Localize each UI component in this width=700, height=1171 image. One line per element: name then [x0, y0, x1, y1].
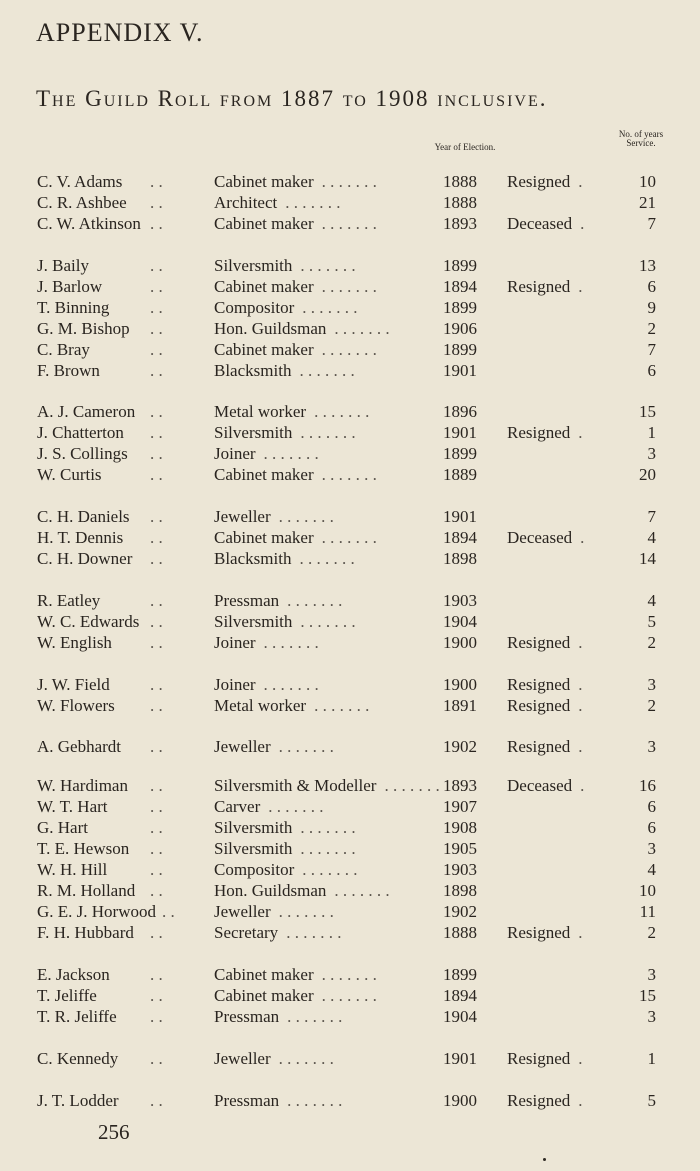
leader-dots: . .	[150, 1049, 163, 1068]
member-name: C. Kennedy	[37, 1049, 119, 1068]
member-name: W. Flowers	[37, 696, 115, 715]
member-name: W. T. Hart	[37, 797, 108, 816]
years-of-service: 4	[647, 860, 656, 879]
leader-dots: . .	[150, 839, 163, 858]
member-status: Resigned	[507, 633, 571, 652]
years-of-service: 7	[647, 214, 656, 233]
member-status: Resigned	[507, 923, 571, 942]
leader-dots: .	[578, 277, 583, 296]
leader-dots: .	[578, 423, 583, 442]
years-of-service: 21	[639, 193, 656, 212]
member-name: A. J. Cameron	[37, 402, 136, 421]
election-year: 1900	[443, 1091, 477, 1110]
leader-dots: . . . . . . .	[321, 465, 377, 484]
years-of-service: 3	[647, 839, 656, 858]
leader-dots: . .	[150, 465, 163, 484]
election-year: 1893	[443, 214, 477, 233]
leader-dots: . . . . . . .	[321, 340, 377, 359]
election-year: 1888	[443, 193, 477, 212]
years-of-service: 10	[639, 172, 656, 191]
election-year: 1904	[443, 612, 477, 631]
years-service-header: No. of years Service.	[618, 129, 664, 148]
years-of-service: 6	[647, 818, 656, 837]
election-year: 1901	[443, 507, 477, 526]
leader-dots: . .	[150, 402, 163, 421]
leader-dots: . .	[150, 172, 163, 191]
member-name: A. Gebhardt	[37, 737, 122, 756]
leader-dots: . .	[150, 1091, 163, 1110]
guild-roll-heading: The Guild Roll from 1887 to 1908 inclusive.	[36, 86, 548, 111]
member-trade: Silversmith	[214, 839, 293, 858]
member-trade: Cabinet maker	[214, 340, 314, 359]
member-name: J. Baily	[37, 256, 89, 275]
leader-dots: . .	[150, 776, 163, 795]
years-of-service: 2	[647, 633, 656, 652]
leader-dots: . . . . . . .	[286, 923, 342, 942]
member-name: T. Jeliffe	[37, 986, 97, 1005]
years-of-service: 7	[647, 507, 656, 526]
member-trade: Silversmith	[214, 256, 293, 275]
member-name: G. Hart	[37, 818, 88, 837]
table-row	[0, 256, 700, 276]
leader-dots: . .	[150, 675, 163, 694]
leader-dots: . . . . . . .	[278, 737, 334, 756]
table-row	[0, 675, 700, 695]
table-row	[0, 1007, 700, 1027]
leader-dots: . . . . . . .	[321, 277, 377, 296]
leader-dots: . . . . . . .	[263, 633, 319, 652]
leader-dots: .	[578, 737, 583, 756]
years-of-service: 3	[647, 1007, 656, 1026]
election-year: 1899	[443, 965, 477, 984]
member-trade: Cabinet maker	[214, 277, 314, 296]
leader-dots: . .	[150, 361, 163, 380]
years-of-service: 7	[647, 340, 656, 359]
election-year: 1896	[443, 402, 477, 421]
years-of-service: 14	[639, 549, 656, 568]
member-trade: Cabinet maker	[214, 465, 314, 484]
years-of-service: 11	[639, 902, 656, 921]
member-name: C. Bray	[37, 340, 90, 359]
leader-dots: .	[578, 675, 583, 694]
table-row	[0, 1049, 700, 1069]
member-trade: Cabinet maker	[214, 172, 314, 191]
member-trade: Joiner	[214, 675, 256, 694]
member-trade: Jeweller	[214, 1049, 271, 1068]
table-row	[0, 902, 700, 922]
table-row	[0, 737, 700, 757]
leader-dots: .	[578, 1091, 583, 1110]
member-name: T. Binning	[37, 298, 110, 317]
member-trade: Cabinet maker	[214, 965, 314, 984]
member-trade: Pressman	[214, 1091, 280, 1110]
election-year: 1898	[443, 881, 477, 900]
leader-dots: . . . . . . .	[334, 881, 390, 900]
table-row	[0, 277, 700, 297]
member-trade: Jeweller	[214, 737, 271, 756]
years-of-service: 3	[647, 965, 656, 984]
leader-dots: . .	[150, 298, 163, 317]
table-row	[0, 986, 700, 1006]
leader-dots: . .	[150, 737, 163, 756]
member-name: J. T. Lodder	[37, 1091, 119, 1110]
years-of-service: 9	[647, 298, 656, 317]
election-year: 1903	[443, 591, 477, 610]
table-row	[0, 612, 700, 632]
table-row	[0, 298, 700, 318]
table-row	[0, 444, 700, 464]
member-status: Resigned	[507, 1049, 571, 1068]
leader-dots: . . . . . . .	[263, 444, 319, 463]
election-year: 1899	[443, 298, 477, 317]
leader-dots: . .	[150, 612, 163, 631]
table-row	[0, 839, 700, 859]
election-year: 1899	[443, 256, 477, 275]
member-trade: Hon. Guildsman	[214, 319, 327, 338]
table-row	[0, 1091, 700, 1111]
leader-dots: .	[580, 776, 585, 795]
table-row	[0, 402, 700, 422]
member-status: Resigned	[507, 696, 571, 715]
member-name: W. Hardiman	[37, 776, 128, 795]
member-name: C. W. Atkinson	[37, 214, 141, 233]
leader-dots: . .	[150, 923, 163, 942]
table-row	[0, 465, 700, 485]
leader-dots: . . . . . . .	[334, 319, 390, 338]
member-trade: Joiner	[214, 444, 256, 463]
member-trade: Jeweller	[214, 507, 271, 526]
leader-dots: . . . . . . .	[278, 1049, 334, 1068]
years-of-service: 6	[647, 277, 656, 296]
member-status: Resigned	[507, 675, 571, 694]
table-row	[0, 923, 700, 943]
election-year: 1904	[443, 1007, 477, 1026]
table-row	[0, 340, 700, 360]
leader-dots: . .	[150, 633, 163, 652]
leader-dots: . . . . . . .	[300, 423, 356, 442]
member-name: W. Curtis	[37, 465, 102, 484]
member-name: W. English	[37, 633, 112, 652]
page-number: 256	[98, 1120, 130, 1144]
leader-dots: . .	[150, 319, 163, 338]
member-name: J. Barlow	[37, 277, 103, 296]
member-trade: Silversmith & Modeller	[214, 776, 377, 795]
leader-dots: . . . . . . .	[300, 839, 356, 858]
member-status: Resigned	[507, 737, 571, 756]
table-row	[0, 361, 700, 381]
table-row	[0, 965, 700, 985]
member-trade: Cabinet maker	[214, 528, 314, 547]
appendix-title: APPENDIX V.	[36, 18, 204, 47]
member-status: Resigned	[507, 1091, 571, 1110]
election-year: 1906	[443, 319, 477, 338]
leader-dots: . . . . . . .	[299, 549, 355, 568]
leader-dots: . . . . . . .	[285, 193, 341, 212]
leader-dots: .	[578, 923, 583, 942]
election-year: 1889	[443, 465, 477, 484]
member-name: W. H. Hill	[37, 860, 108, 879]
years-of-service: 6	[647, 361, 656, 380]
member-trade: Silversmith	[214, 818, 293, 837]
table-row	[0, 507, 700, 527]
member-status: Resigned	[507, 172, 571, 191]
years-of-service: 4	[647, 528, 656, 547]
leader-dots: .	[580, 528, 585, 547]
member-name: H. T. Dennis	[37, 528, 124, 547]
member-status: Resigned	[507, 277, 571, 296]
leader-dots: . . . . . . .	[302, 860, 358, 879]
election-year: 1907	[443, 797, 477, 816]
member-trade: Carver	[214, 797, 261, 816]
ink-speck	[543, 1158, 546, 1161]
years-of-service: 15	[639, 402, 656, 421]
leader-dots: .	[580, 214, 585, 233]
member-trade: Compositor	[214, 298, 295, 317]
member-trade: Metal worker	[214, 696, 307, 715]
leader-dots: . .	[150, 193, 163, 212]
table-row	[0, 214, 700, 234]
election-year: 1893	[443, 776, 477, 795]
table-row	[0, 696, 700, 716]
table-row	[0, 860, 700, 880]
leader-dots: . . . . . . .	[314, 402, 370, 421]
table-row	[0, 797, 700, 817]
table-row	[0, 423, 700, 443]
leader-dots: . . . . . . .	[278, 902, 334, 921]
election-year: 1899	[443, 340, 477, 359]
leader-dots: .	[578, 696, 583, 715]
leader-dots: . . . . . . .	[321, 528, 377, 547]
years-of-service: 3	[647, 444, 656, 463]
years-of-service: 6	[647, 797, 656, 816]
election-year: 1900	[443, 633, 477, 652]
member-trade: Hon. Guildsman	[214, 881, 327, 900]
leader-dots: . .	[150, 340, 163, 359]
table-row	[0, 881, 700, 901]
election-year: 1901	[443, 423, 477, 442]
member-name: C. R. Ashbee	[37, 193, 127, 212]
member-name: J. Chatterton	[37, 423, 124, 442]
leader-dots: . .	[150, 277, 163, 296]
election-year: 1899	[443, 444, 477, 463]
leader-dots: . . . . . . .	[321, 214, 377, 233]
table-row	[0, 172, 700, 192]
member-name: C. H. Daniels	[37, 507, 130, 526]
member-trade: Silversmith	[214, 612, 293, 631]
table-row	[0, 528, 700, 548]
leader-dots: . . . . . . .	[300, 818, 356, 837]
years-of-service: 2	[647, 319, 656, 338]
years-of-service: 16	[639, 776, 656, 795]
leader-dots: . .	[150, 591, 163, 610]
member-name: R. Eatley	[37, 591, 101, 610]
member-name: F. H. Hubbard	[37, 923, 134, 942]
table-row	[0, 319, 700, 339]
election-year: 1901	[443, 1049, 477, 1068]
leader-dots: .	[578, 633, 583, 652]
election-year: 1894	[443, 986, 477, 1005]
member-name: R. M. Holland	[37, 881, 136, 900]
member-trade: Architect	[214, 193, 278, 212]
election-year: 1894	[443, 528, 477, 547]
leader-dots: . .	[150, 881, 163, 900]
member-name: C. V. Adams	[37, 172, 123, 191]
leader-dots: . .	[150, 860, 163, 879]
leader-dots: . .	[150, 696, 163, 715]
leader-dots: . .	[150, 214, 163, 233]
member-status: Resigned	[507, 423, 571, 442]
member-name: T. E. Hewson	[37, 839, 130, 858]
leader-dots: . . . . . . .	[287, 1007, 343, 1026]
election-year: 1903	[443, 860, 477, 879]
leader-dots: . . . . . . .	[321, 965, 377, 984]
leader-dots: . . . . . . .	[268, 797, 324, 816]
election-year: 1908	[443, 818, 477, 837]
member-name: G. M. Bishop	[37, 319, 130, 338]
member-trade: Joiner	[214, 633, 256, 652]
leader-dots: . . . . . . .	[321, 172, 377, 191]
leader-dots: . . . . . . .	[300, 612, 356, 631]
leader-dots: . .	[150, 1007, 163, 1026]
leader-dots: . .	[150, 818, 163, 837]
election-year: 1902	[443, 737, 477, 756]
member-status: Deceased	[507, 214, 573, 233]
election-year: 1901	[443, 361, 477, 380]
leader-dots: . .	[150, 256, 163, 275]
table-row	[0, 818, 700, 838]
member-trade: Pressman	[214, 591, 280, 610]
leader-dots: . . . . . . .	[300, 256, 356, 275]
member-trade: Pressman	[214, 1007, 280, 1026]
leader-dots: . .	[150, 986, 163, 1005]
leader-dots: . .	[150, 797, 163, 816]
member-trade: Blacksmith	[214, 361, 292, 380]
member-trade: Metal worker	[214, 402, 307, 421]
years-of-service: 2	[647, 923, 656, 942]
member-trade: Blacksmith	[214, 549, 292, 568]
leader-dots: . . . . . . .	[314, 696, 370, 715]
years-of-service: 2	[647, 696, 656, 715]
member-name: E. Jackson	[37, 965, 110, 984]
years-of-service: 1	[647, 423, 656, 442]
leader-dots: . . . . . . .	[321, 986, 377, 1005]
leader-dots: . . . . . . .	[278, 507, 334, 526]
member-name: J. W. Field	[37, 675, 110, 694]
election-year: 1900	[443, 675, 477, 694]
years-of-service: 15	[639, 986, 656, 1005]
member-trade: Jeweller	[214, 902, 271, 921]
years-of-service: 3	[647, 675, 656, 694]
leader-dots: . .	[150, 444, 163, 463]
member-name: W. C. Edwards	[37, 612, 140, 631]
table-row	[0, 549, 700, 569]
member-trade: Cabinet maker	[214, 986, 314, 1005]
election-year: 1888	[443, 172, 477, 191]
table-row	[0, 776, 700, 796]
years-of-service: 10	[639, 881, 656, 900]
election-year: 1888	[443, 923, 477, 942]
election-year: 1894	[443, 277, 477, 296]
leader-dots: . . . . . . .	[302, 298, 358, 317]
leader-dots: . . . . . . .	[299, 361, 355, 380]
member-name: C. H. Downer	[37, 549, 133, 568]
years-of-service: 20	[639, 465, 656, 484]
member-name: G. E. J. Horwood	[37, 902, 156, 921]
years-of-service: 5	[647, 1091, 656, 1110]
election-year: 1898	[443, 549, 477, 568]
years-of-service: 5	[647, 612, 656, 631]
leader-dots: . .	[150, 423, 163, 442]
years-of-service: 13	[639, 256, 656, 275]
member-status: Deceased	[507, 528, 573, 547]
years-of-service: 4	[647, 591, 656, 610]
leader-dots: . . . . . . .	[384, 776, 440, 795]
member-name: T. R. Jeliffe	[37, 1007, 117, 1026]
leader-dots: . . . . . . .	[287, 591, 343, 610]
election-year: 1891	[443, 696, 477, 715]
leader-dots: . .	[150, 549, 163, 568]
table-row	[0, 193, 700, 213]
member-name: J. S. Collings	[37, 444, 128, 463]
leader-dots: . .	[150, 507, 163, 526]
leader-dots: . .	[150, 528, 163, 547]
member-trade: Cabinet maker	[214, 214, 314, 233]
leader-dots: . .	[150, 965, 163, 984]
member-name: F. Brown	[37, 361, 100, 380]
years-of-service: 1	[647, 1049, 656, 1068]
member-status: Deceased	[507, 776, 573, 795]
member-trade: Silversmith	[214, 423, 293, 442]
election-year: 1902	[443, 902, 477, 921]
leader-dots: . .	[162, 902, 175, 921]
years-of-service: 3	[647, 737, 656, 756]
table-row	[0, 591, 700, 611]
table-row	[0, 633, 700, 653]
year-of-election-header: Year of Election.	[434, 142, 496, 152]
leader-dots: . . . . . . .	[287, 1091, 343, 1110]
member-trade: Compositor	[214, 860, 295, 879]
election-year: 1905	[443, 839, 477, 858]
leader-dots: .	[578, 172, 583, 191]
leader-dots: . . . . . . .	[263, 675, 319, 694]
member-trade: Secretary	[214, 923, 279, 942]
leader-dots: .	[578, 1049, 583, 1068]
